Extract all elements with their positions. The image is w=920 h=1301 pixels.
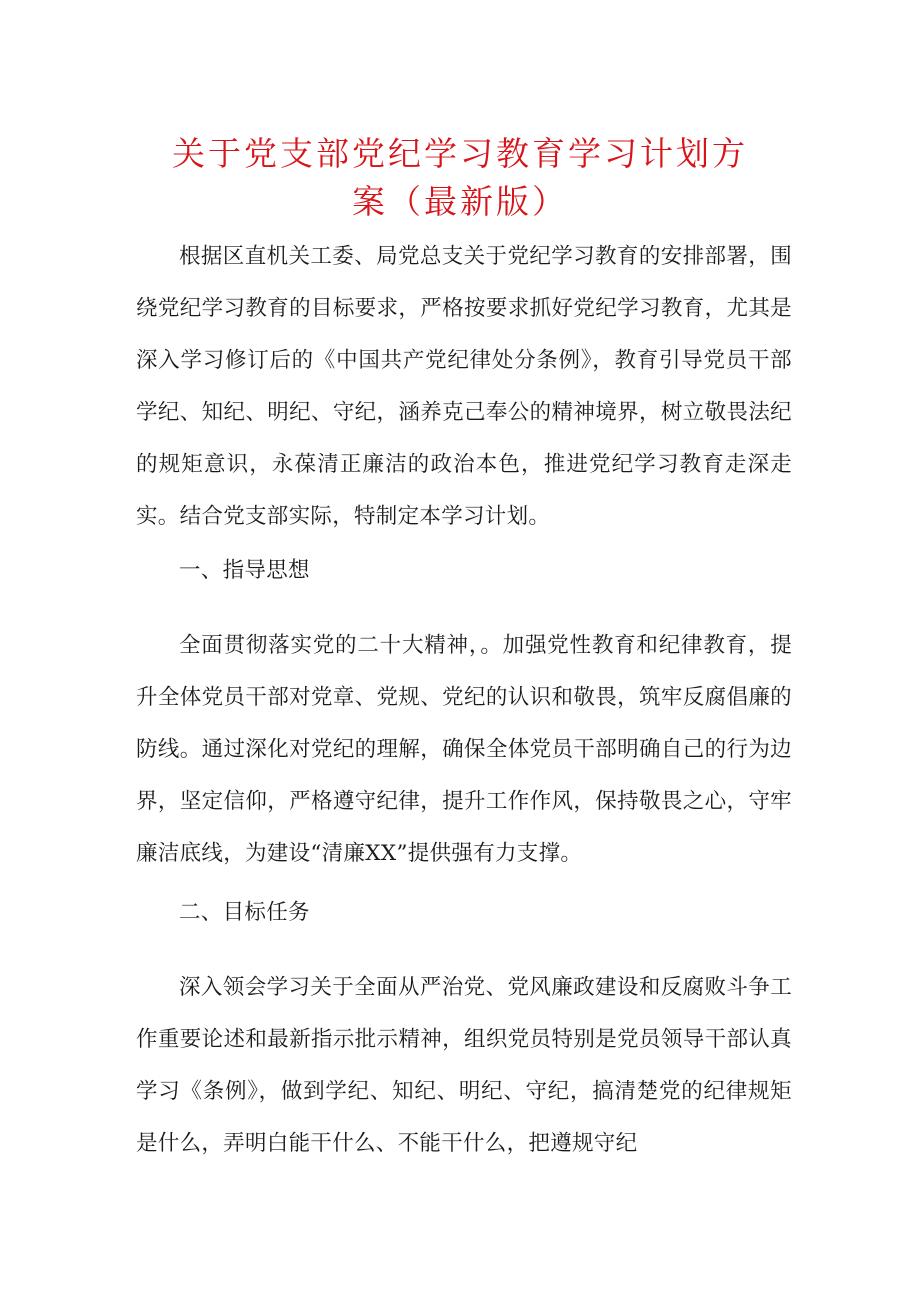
section-2 (136, 887, 792, 939)
section-2-body (136, 962, 792, 1170)
title-line-2: 案（最新版） (352, 182, 568, 222)
section-paragraph: 全面贯彻落实党的二十大精神，。加强党性教育和纪律教育，提升全体党员干部对党章、党规、党纪的认识和敬畏，筑牢反腐倡廉的防线。通过深化对党纪的理解，确保全体党员干部明确自己的行为边界，坚定信仰，严格遵守纪律，提升工作作风，保持敬畏之心，守牢廉洁底线，为建设“清廉XX”提供强有力支撑。 (136, 633, 792, 866)
section-heading: 一、指导思想 (179, 558, 310, 583)
section-paragraph: 深入领会学习关于全面从严治党、党风廉政建设和反腐败斗争工作重要论述和最新指示批示精神，组织党员特别是党员领导干部认真学习《条例》，做到学纪、知纪、明纪、守纪，搞清楚党的纪律规矩是什么，弄明白能干什么、不能干什么，把遵规守纪 (136, 975, 792, 1156)
section-heading: 二、目标任务 (179, 900, 310, 925)
document-title (100, 130, 820, 226)
intro-block (136, 231, 792, 543)
title-line-1: 关于党支部党纪学习教育学习计划方 (172, 134, 748, 174)
section-1-body (136, 620, 792, 880)
section-1 (136, 545, 792, 597)
intro-paragraph: 根据区直机关工委、局党总支关于党纪学习教育的安排部署，围绕党纪学习教育的目标要求，严格按要求抓好党纪学习教育，尤其是深入学习修订后的《中国共产党纪律处分条例》，教育引导党员干部学纪、知纪、明纪、守纪，涵养克己奉公的精神境界，树立敬畏法纪的规矩意识，永葆清正廉洁的政治本色，推进党纪学习教育走深走实。结合党支部实际，特制定本学习计划。 (136, 244, 792, 529)
